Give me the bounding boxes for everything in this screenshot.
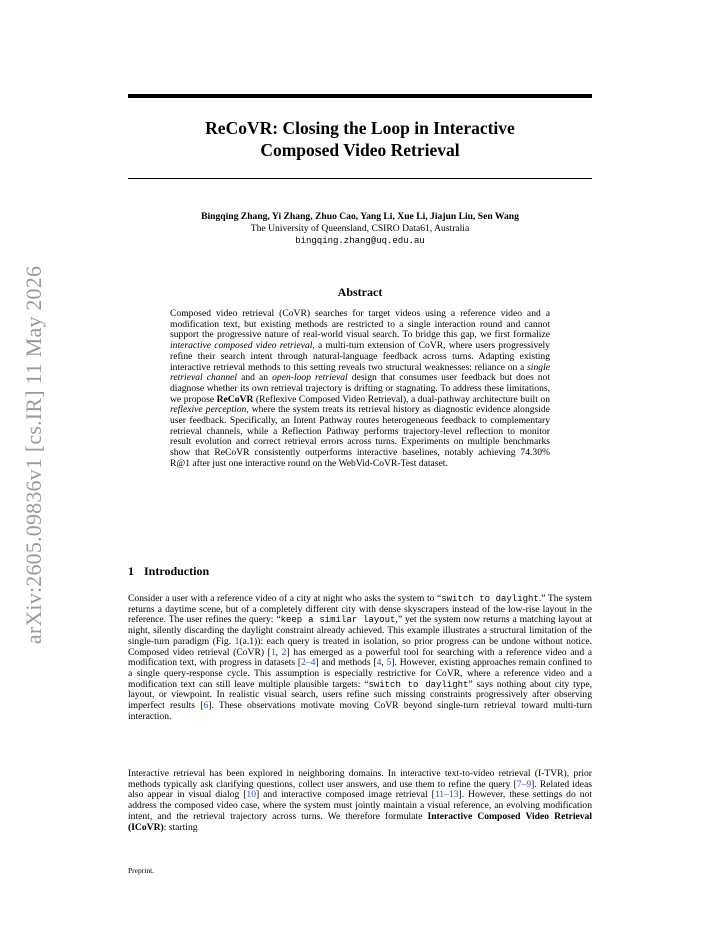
author-block	[128, 211, 592, 247]
intro-paragraph-1: Consider a user with a reference video of a city at night who asks the system to “switch to daylight.” The system returns a daytime scene, but of a completely different city with dense skyscrapers instead of the low-rise layout in the reference. The user refines the query: “keep a similar layout,” yet the system now returns a matching layout at night, silently discarding the daylight constraint already achieved. This example illustrates a structural limitation of the single-turn paradigm (Fig. 1(a.1)): each query is treated in isolation, so prior progress can be undone without notice. Composed video retrieval (CoVR) [1, 2] has emerged as a powerful tool for searching with a reference video and a modification text, with progress in datasets [2–4] and methods [4, 5]. However, existing approaches remain confined to a single query-response cycle. This assumption is especially restrictive for CoVR, where a reference video and a modification text can still leave multiple plausible targets: “switch to daylight” says nothing about city type, layout, or viewpoint. In realistic visual search, users refine such missing constraints progressively after observing imperfect results [6]. These observations motivate moving CoVR beyond single-turn retrieval toward multi-turn interaction.	[128, 593, 593, 722]
title-rule-bottom	[128, 178, 592, 179]
paper-title	[128, 117, 592, 161]
title-line-2: Composed Video Retrieval	[260, 140, 460, 160]
citation-link[interactable]: 1	[270, 646, 276, 658]
arxiv-identifier: arXiv:2605.09836v1 [cs.IR] 11 May 2026	[21, 265, 46, 645]
citation-link[interactable]: 7–9	[516, 778, 532, 790]
title-line-1: ReCoVR: Closing the Loop in Interactive	[205, 118, 515, 138]
section-number: 1	[128, 564, 134, 578]
author-email: bingqing.zhang@uq.edu.au	[295, 236, 425, 246]
citation-link[interactable]: 5	[386, 657, 392, 669]
figure-link[interactable]: 1	[234, 635, 240, 647]
intro-paragraph-2: Interactive retrieval has been explored in neighboring domains. In interactive text-to-video retrieval (I-TVR), prior methods typically ask clarifying questions, collect user answers, and use them to refine the query [7–9]. Related ideas also appear in visual dialog [10] and interactive composed image retrieval [11–13]. However, these settings do not address the composed video case, where the system must jointly maintain a visual reference, an evolving modification intent, and the retrieval trajectory across turns. We therefore formulate Interactive Composed Video Retrieval (ICoVR): starting	[128, 768, 593, 833]
citation-link[interactable]: 4	[376, 657, 382, 669]
citation-link[interactable]: 11–13	[434, 789, 459, 801]
citation-link[interactable]: 2	[281, 646, 287, 658]
citation-link[interactable]: 6	[203, 700, 209, 712]
citation-link[interactable]: 2–4	[301, 657, 316, 669]
section-title: Introduction	[144, 564, 210, 578]
author-names: Bingqing Zhang, Yi Zhang, Zhuo Cao, Yang Li, Xue Li, Jiajun Liu, Sen Wang	[201, 211, 519, 222]
title-rule-top	[128, 94, 592, 98]
abstract-heading: Abstract	[337, 285, 383, 299]
abstract-text: Composed video retrieval (CoVR) searches for target videos using a reference video and a modification text, but existing methods are restricted to a single interaction round and cannot support the progressive nature of real-world visual search. To bridge this gap, we first formalize interactive composed video retrieval, a multi-turn extension of CoVR, where users progressively refine their search intent through natural-language feedback across turns. Adapting existing interactive retrieval methods to this setting reveals two structural weaknesses: reliance on a single retrieval channel and an open-loop retrieval design that consumes user feedback but does not diagnose whether its own retrieval trajectory is drifting or stagnating. To address these limitations, we propose ReCoVR (Reflexive Composed Video Retrieval), a dual-pathway architecture built on reflexive perception, where the system treats its retrieval history as diagnostic evidence alongside user feedback. Specifically, an Intent Pathway routes heterogeneous feedback to complementary retrieval channels, while a Reflection Pathway performs trajectory-level reflection to monitor result evolution and correct retrieval errors across turns. Experiments on multiple benchmarks show that ReCoVR consistently outperforms interactive baselines, notably achieving 74.30% R@1 after just one interactive round on the WebVid-CoVR-Test dataset.	[170, 308, 550, 469]
section-heading-introduction	[128, 564, 209, 579]
author-affiliation: The University of Queensland, CSIRO Data61, Australia	[250, 223, 470, 234]
footer-note: Preprint.	[128, 866, 155, 875]
citation-link[interactable]: 10	[246, 789, 257, 801]
